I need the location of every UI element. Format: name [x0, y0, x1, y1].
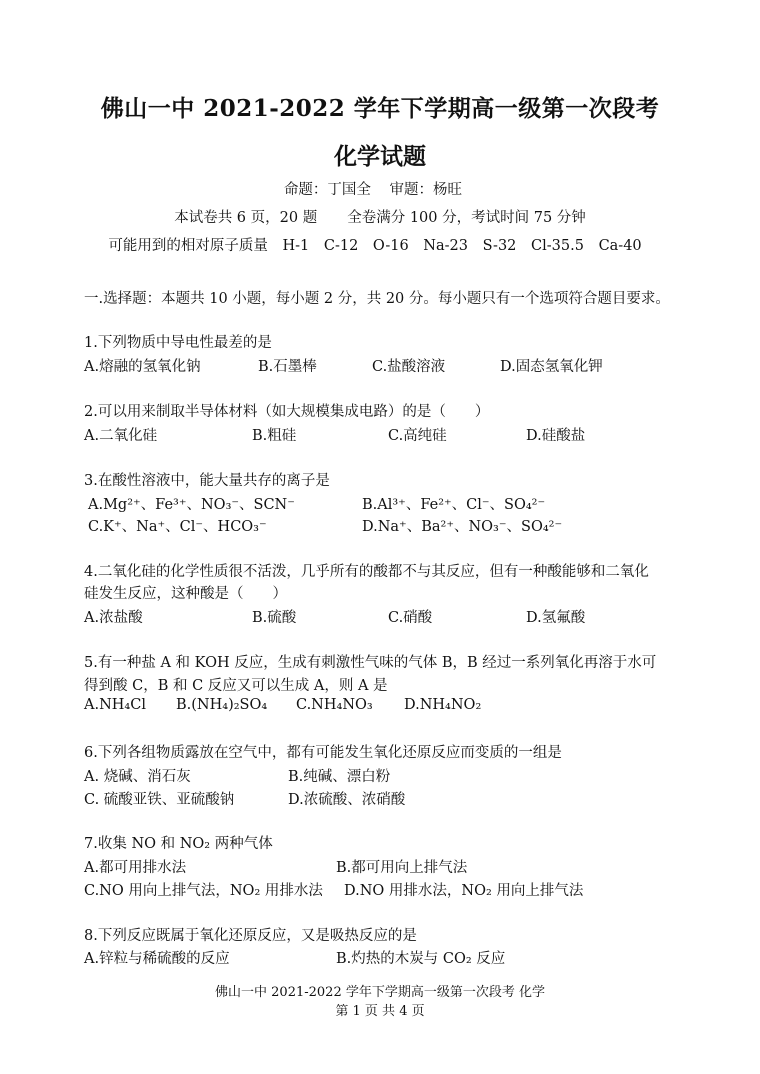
- question-8-option-a: A.锌粒与稀硫酸的反应: [84, 951, 230, 967]
- info-score: 全卷满分 100 分，考试时间 75 分钟: [347, 210, 586, 226]
- atomic-mass: Ca-40: [598, 238, 642, 254]
- atomic-mass: S-32: [482, 238, 517, 254]
- question-2-stem: 2.可以用来制取半导体材料（如大规模集成电路）的是（ ）: [84, 404, 490, 420]
- atomic-mass: C-12: [323, 238, 359, 254]
- question-6-option-c: C. 硫酸亚铁、亚硫酸钠: [84, 792, 235, 808]
- question-7-option-b: B.都可用向上排气法: [336, 860, 468, 876]
- question-6-option-d: D.浓硫酸、浓硝酸: [288, 792, 406, 808]
- question-7-stem: 7.收集 NO 和 NO₂ 两种气体: [84, 836, 273, 852]
- question-7-option-a: A.都可用排水法: [84, 860, 187, 876]
- question-6-stem: 6.下列各组物质露放在空气中，都有可能发生氧化还原反应而变质的一组是: [84, 745, 562, 761]
- question-1-stem: 1.下列物质中导电性最差的是: [84, 335, 272, 351]
- question-3-option-c: C.K⁺、Na⁺、Cl⁻、HCO₃⁻: [88, 519, 267, 535]
- question-6-option-a: A. 烧碱、消石灰: [84, 769, 191, 785]
- question-1-option-b: B.石墨棒: [258, 359, 317, 375]
- question-4-option-d: D.氢氟酸: [526, 610, 586, 626]
- atomic-mass: H-1: [282, 238, 310, 254]
- question-2-option-c: C.高纯硅: [388, 428, 447, 444]
- question-5-option-d: D.NH₄NO₂: [404, 697, 482, 713]
- question-3-option-b: B.Al³⁺、Fe²⁺、Cl⁻、SO₄²⁻: [362, 497, 546, 513]
- question-5-stem-line-2: 得到酸 C，B 和 C 反应又可以生成 A，则 A 是: [84, 678, 388, 694]
- exam-subtitle: 化学试题: [334, 143, 426, 170]
- question-7-option-d: D.NO 用排水法，NO₂ 用向上排气法: [344, 883, 584, 899]
- question-8-option-b: B.灼热的木炭与 CO₂ 反应: [336, 951, 506, 967]
- question-1-option-d: D.固态氢氧化钾: [500, 359, 603, 375]
- question-1-option-a: A.熔融的氢氧化钠: [84, 359, 201, 375]
- question-5-stem-line-1: 5.有一种盐 A 和 KOH 反应，生成有刺激性气味的气体 B，B 经过一系列氧化再溶于水可: [84, 655, 657, 671]
- question-3-option-d: D.Na⁺、Ba²⁺、NO₃⁻、SO₄²⁻: [362, 519, 563, 535]
- question-1-option-c: C.盐酸溶液: [372, 359, 446, 375]
- question-4-stem-line-2: 硅发生反应，这种酸是（ ）: [84, 586, 287, 602]
- atomic-mass: Cl-35.5: [531, 238, 584, 254]
- atomic-mass: Na-23: [423, 238, 468, 254]
- question-4-stem-line-1: 4.二氧化硅的化学性质很不活泼，几乎所有的酸都不与其反应，但有一种酸能够和二氧化: [84, 564, 649, 580]
- atomic-masses-line: [0, 234, 760, 255]
- question-4-option-b: B.硫酸: [252, 610, 297, 626]
- section-instructions: 一.选择题：本题共 10 小题，每小题 2 分，共 20 分。每小题只有一个选项符合题目要求。: [84, 291, 670, 307]
- question-5-option-a: A.NH₄Cl: [84, 697, 146, 713]
- question-4-option-c: C.硝酸: [388, 610, 433, 626]
- question-4-option-a: A.浓盐酸: [84, 610, 143, 626]
- atomic-masses-label: 可能用到的相对原子质量: [108, 238, 268, 254]
- atomic-mass: O-16: [372, 238, 409, 254]
- question-3-option-a: A.Mg²⁺、Fe³⁺、NO₃⁻、SCN⁻: [88, 497, 295, 513]
- question-7-option-c: C.NO 用向上排气法，NO₂ 用排水法: [84, 883, 323, 899]
- question-5-option-c: C.NH₄NO₃: [296, 697, 373, 713]
- question-2-option-d: D.硅酸盐: [526, 428, 586, 444]
- question-3-stem: 3.在酸性溶液中，能大量共存的离子是: [84, 473, 330, 489]
- question-8-stem: 8.下列反应既属于氧化还原反应，又是吸热反应的是: [84, 928, 417, 944]
- authors-line: [0, 178, 760, 199]
- exam-title: 佛山一中 2021-2022 学年下学期高一级第一次段考: [100, 95, 660, 122]
- question-5-option-b: B.(NH₄)₂SO₄: [176, 697, 268, 713]
- page-number: 第 1 页 共 4 页: [335, 1004, 425, 1019]
- exam-info-line: [0, 206, 760, 227]
- page-footer-title: 佛山一中 2021-2022 学年下学期高一级第一次段考 化学: [215, 985, 545, 1000]
- proposer: 命题：丁国全: [283, 182, 371, 198]
- question-6-option-b: B.纯碱、漂白粉: [288, 769, 391, 785]
- info-pages: 本试卷共 6 页，20 题: [174, 210, 318, 226]
- question-2-option-a: A.二氧化硅: [84, 428, 158, 444]
- question-2-option-b: B.粗硅: [252, 428, 297, 444]
- reviewer: 审题：杨旺: [389, 182, 463, 198]
